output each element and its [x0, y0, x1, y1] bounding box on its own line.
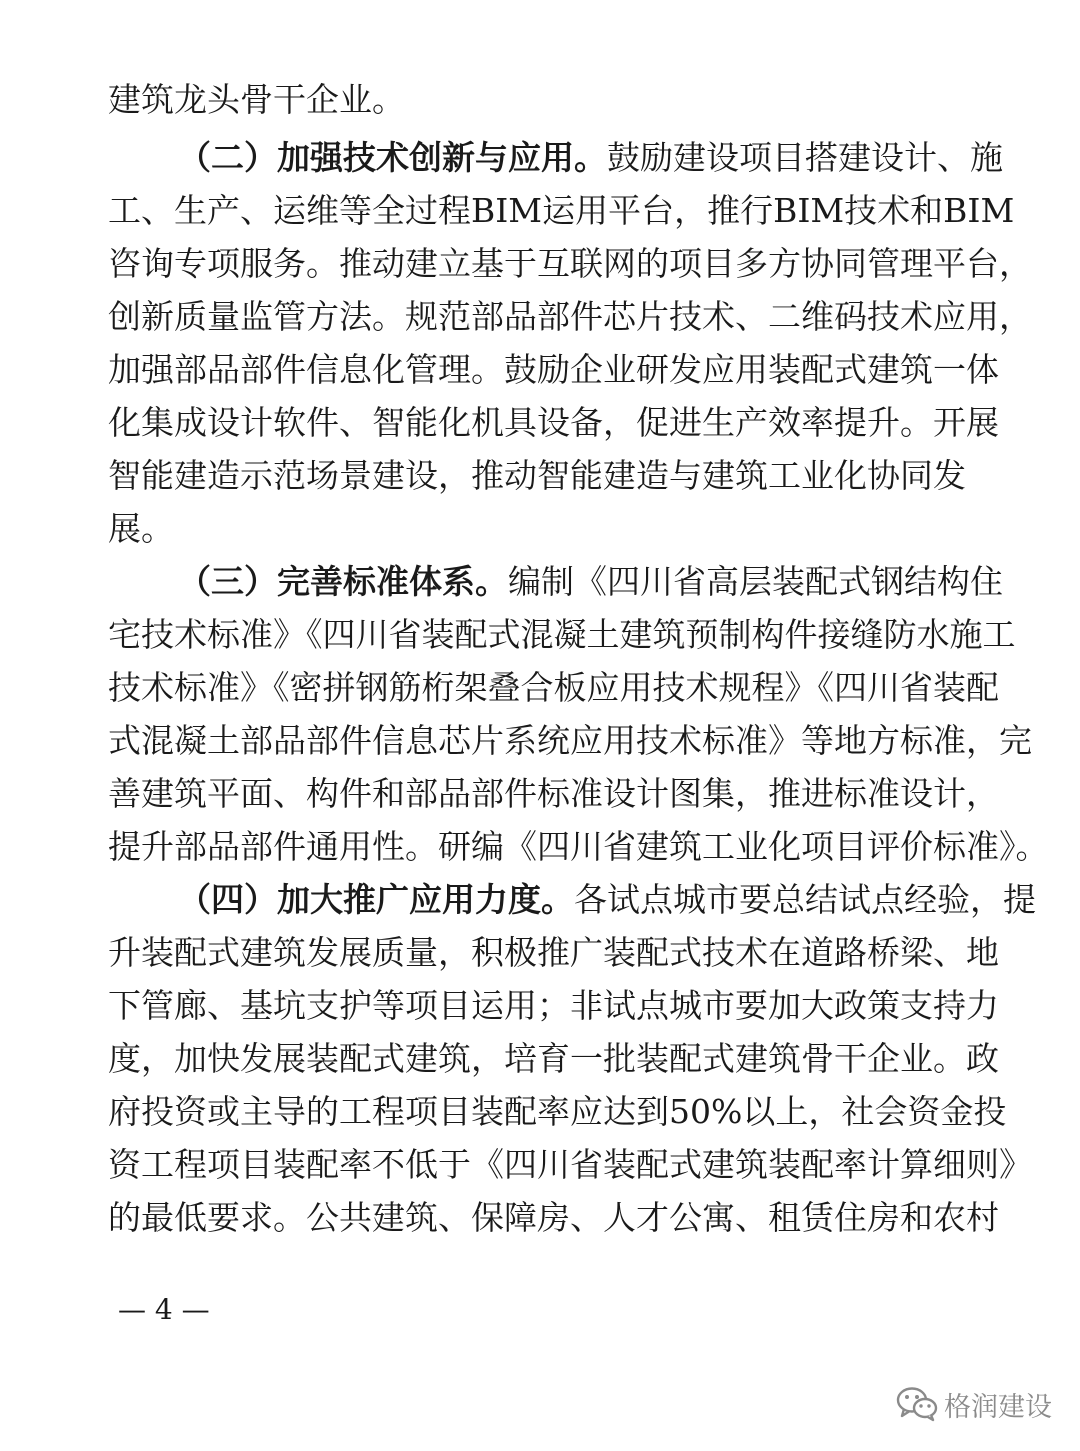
section-2-text: 鼓励建设项目搭建设计、施 [607, 138, 1003, 177]
section-4-text: 各试点城市要总结试点经验，提 [574, 880, 1036, 919]
body-line: 式混凝土部品部件信息芯片系统应用技术标准》等地方标准，完 [108, 721, 1032, 760]
section-4-first-line [178, 880, 1036, 920]
body-line: 咨询专项服务。推动建立基于互联网的项目多方协同管理平台， [108, 244, 1032, 283]
body-line: 度，加快发展装配式建筑，培育一批装配式建筑骨干企业。政 [108, 1039, 999, 1078]
body-line: 善建筑平面、构件和部品部件标准设计图集，推进标准设计， [108, 774, 999, 813]
body-line: 下管廊、基坑支护等项目运用；非试点城市要加大政策支持力 [108, 986, 999, 1025]
body-line: 府投资或主导的工程项目装配率应达到50%以上，社会资金投 [108, 1092, 1007, 1131]
body-line: 加强部品部件信息化管理。鼓励企业研发应用装配式建筑一体 [108, 350, 999, 389]
body-line: 升装配式建筑发展质量，积极推广装配式技术在道路桥梁、地 [108, 933, 999, 972]
body-line: 资工程项目装配率不低于《四川省装配式建筑装配率计算细则》 [108, 1145, 1032, 1184]
wechat-icon [896, 1386, 938, 1422]
body-line: 技术标准》《密拼钢筋桁架叠合板应用技术规程》《四川省装配 [108, 668, 999, 707]
watermark [896, 1382, 1052, 1426]
section-2-heading: （二）加强技术创新与应用。 [178, 138, 607, 177]
section-3-text: 编制《四川省高层装配式钢结构住 [508, 562, 1003, 601]
body-line: 展。 [108, 509, 174, 548]
body-line: 工、生产、运维等全过程BIM运用平台，推行BIM技术和BIM [108, 191, 1015, 230]
body-line: 化集成设计软件、智能化机具设备，促进生产效率提升。开展 [108, 403, 999, 442]
section-3-first-line [178, 562, 1003, 602]
body-line: 建筑龙头骨干企业。 [108, 80, 405, 119]
body-line: 提升部品部件通用性。研编《四川省建筑工业化项目评价标准》。 [108, 827, 1049, 866]
section-2-first-line [178, 138, 1003, 178]
body-line: 宅技术标准》《四川省装配式混凝土建筑预制构件接缝防水施工 [108, 615, 1016, 654]
body-line: 智能建造示范场景建设，推动智能建造与建筑工业化协同发 [108, 456, 966, 495]
body-line: 的最低要求。公共建筑、保障房、人才公寓、租赁住房和农村 [108, 1198, 999, 1237]
watermark-text: 格润建设 [944, 1391, 1052, 1423]
section-3-heading: （三）完善标准体系。 [178, 562, 508, 601]
section-4-heading: （四）加大推广应用力度。 [178, 880, 574, 919]
body-line: 创新质量监管方法。规范部品部件芯片技术、二维码技术应用， [108, 297, 1032, 336]
page-number: — 4 — [118, 1293, 210, 1326]
